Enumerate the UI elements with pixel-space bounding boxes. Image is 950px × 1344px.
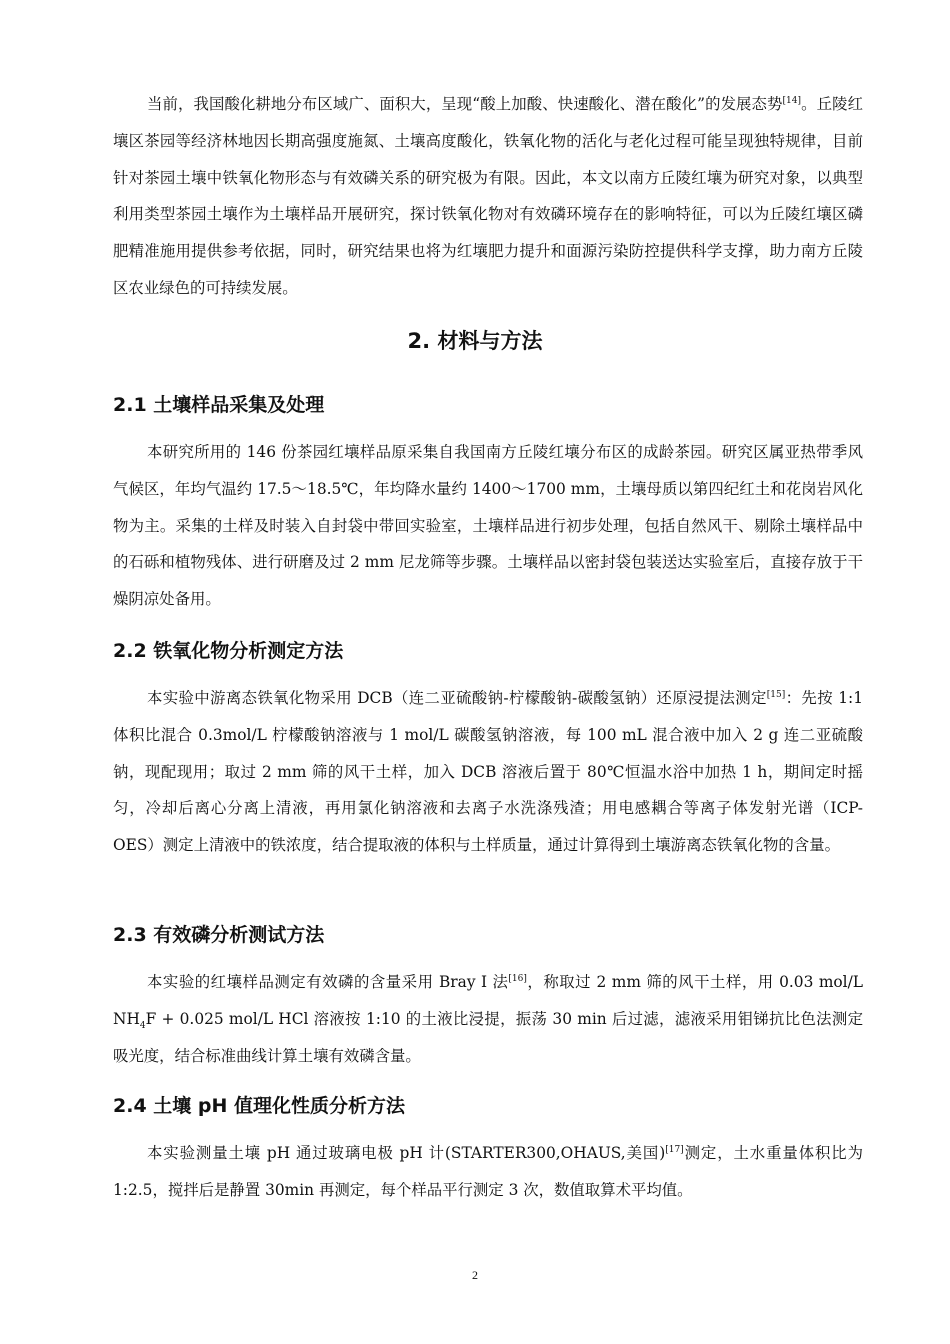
heading-2-2: 2.2 铁氧化物分析测定方法 bbox=[113, 640, 344, 662]
citation-16: [16] bbox=[508, 973, 527, 984]
citation-14: [14] bbox=[782, 95, 802, 106]
p23-text-1: 本实验的红壤样品测定有效磷的含量采用 Bray I 法 bbox=[147, 973, 509, 991]
heading-2-1: 2.1 土壤样品采集及处理 bbox=[113, 394, 325, 416]
intro-text-2: 。丘陵红壤区茶园等经济林地因长期高强度施氮、土壤高度酸化，铁氧化物的活化与老化过程可能呈现独特规律，目前针对茶园土壤中铁氧化物形态与有效磷关系的研究极为有限。因此，本文以南方丘陵红壤为研究对象，以典型利用类型茶园土壤作为土壤样品开展研究，探讨铁氧化物对有效磷环境存在的影响特征，可以为丘陵红壤区磷肥精准施用提供参考依据，同时，研究结果也将为红壤肥力提升和面源污染防控提供科学支撑，助力南方丘陵区农业绿色的可持续发展。 bbox=[113, 95, 863, 297]
paragraph-2-4 bbox=[113, 1135, 863, 1209]
citation-17: [17] bbox=[665, 1144, 684, 1155]
subscript-4: 4 bbox=[139, 1020, 146, 1031]
heading-2-3: 2.3 有效磷分析测试方法 bbox=[113, 924, 325, 946]
p22-text-1: 本实验中游离态铁氧化物采用 DCB（连二亚硫酸钠-柠檬酸钠-碳酸氢钠）还原浸提法测定 bbox=[147, 689, 767, 707]
page-number: 2 bbox=[472, 1268, 478, 1282]
paragraph-2-2 bbox=[113, 680, 863, 864]
p23-text-2: ，称取过 2 mm 筛的风干土样，用 0.03 mol/L NH bbox=[113, 973, 864, 1028]
intro-paragraph bbox=[113, 86, 863, 307]
citation-15: [15] bbox=[766, 689, 786, 700]
p23-text-3: F + 0.025 mol/L HCl 溶液按 1:10 的土液比浸提，振荡 30 min 后过滤，滤液采用钼锑抗比色法测定吸光度，结合标准曲线计算土壤有效磷含量。 bbox=[113, 1009, 863, 1065]
p22-text-2: ：先按 1:1 体积比混合 0.3mol/L 柠檬酸钠溶液与 1 mol/L 碳酸氢钠溶液，每 100 mL 混合液中加入 2 g 连二亚硫酸钠，现配现用；取过 2 mm 筛的风干土样，加入 DCB 溶液后置于 80℃恒温水浴中加热 1 h，期间定时摇匀，冷却后离心分离上清液，再用氯化钠溶液和去离子水洗涤残渣；用电感耦合等离子体发射光谱（ICP-OES）测定上清液中的铁浓度，结合提取液的体积与土样质量，通过计算得到土壤游离态铁氧化物的含量。 bbox=[113, 689, 863, 855]
p24-text-1: 本实验测量土壤 pH 通过玻璃电极 pH 计(STARTER300,OHAUS,美国) bbox=[147, 1144, 666, 1162]
paragraph-2-3 bbox=[113, 964, 863, 1074]
intro-text-1: 当前，我国酸化耕地分布区域广、面积大，呈现“酸上加酸、快速酸化、潜在酸化”的发展态势 bbox=[147, 95, 783, 113]
p24-text-2: 测定，土水重量体积比为 1:2.5，搅拌后是静置 30min 再测定，每个样品平行测定 3 次，数值取算术平均值。 bbox=[113, 1144, 863, 1199]
heading-2-4: 2.4 土壤 pH 值理化性质分析方法 bbox=[113, 1095, 406, 1117]
paragraph-2-1: 本研究所用的 146 份茶园红壤样品原采集自我国南方丘陵红壤分布区的成龄茶园。研究区属亚热带季风气候区，年均气温约 17.5～18.5℃，年均降水量约 1400～1700 mm，土壤母质以第四纪红土和花岗岩风化物为主。采集的土样及时装入自封袋中带回实验室，土壤样品进行初步处理，包括自然风干、剔除土壤样品中的石砾和植物残体、进行研磨及过 2 mm 尼龙筛等步骤。土壤样品以密封袋包装送达实验室后，直接存放于干燥阴凉处备用。 bbox=[113, 443, 863, 609]
section-title: 2. 材料与方法 bbox=[407, 329, 543, 353]
